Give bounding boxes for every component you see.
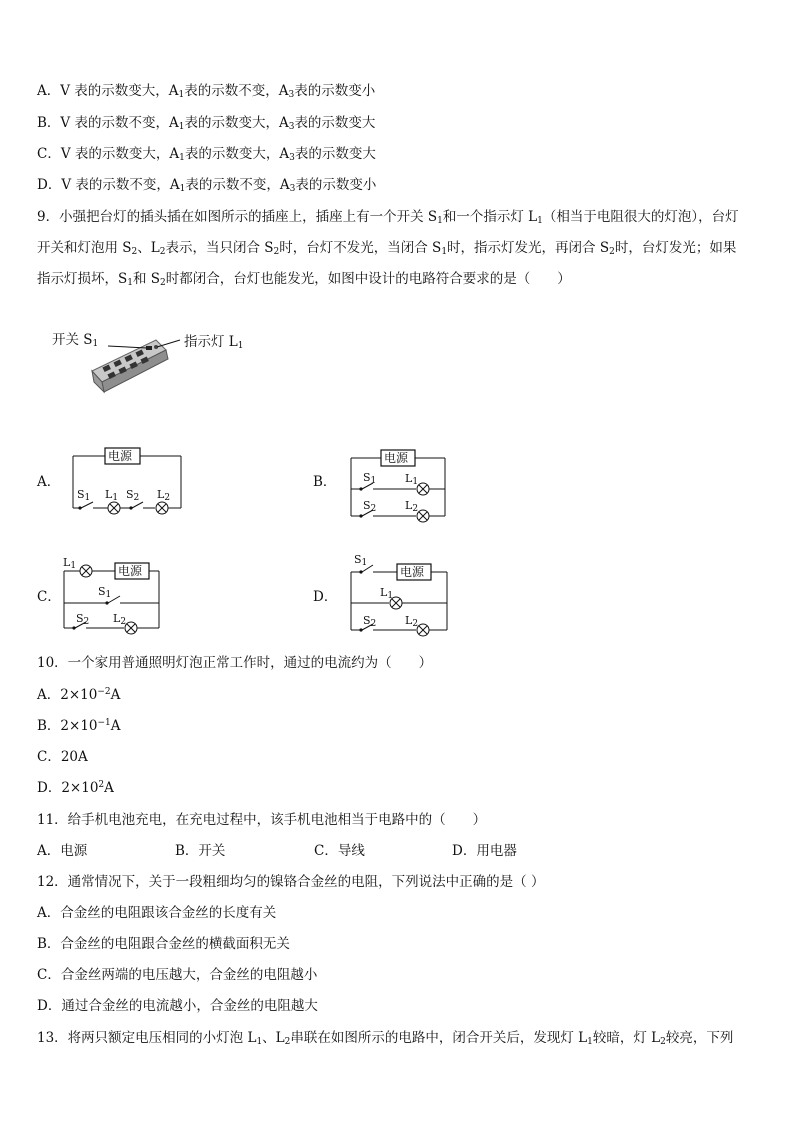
circuit-c-s1: $S_1$ bbox=[98, 585, 112, 600]
circuit-a-l2: $L_2$ bbox=[157, 488, 171, 503]
q10-option-b: B．$2\times 10^{-1}A$ bbox=[37, 718, 121, 734]
q11-option-d: D．用电器 bbox=[452, 843, 517, 859]
q10-option-c: C．20A bbox=[37, 749, 88, 765]
circuit-b-power-label: 电源 bbox=[384, 451, 409, 465]
circuit-a-power-label: 电源 bbox=[108, 449, 133, 463]
q12-option-c: C．合金丝两端的电压越大，合金丝的电阻越小 bbox=[37, 967, 318, 983]
q9-option-c-label: C． bbox=[37, 589, 61, 605]
socket-switch-label: 开关 $S_1$ bbox=[52, 332, 99, 349]
circuit-a-s1: $S_1$ bbox=[77, 488, 91, 503]
q9-stem-line2: 开关和灯泡用 $S_2$、$L_2$表示，当只闭合 $S_2$时，台灯不发光，当闭合 $S_1$时，指示灯发光，再闭合 $S_2$时，台灯发光；如果 bbox=[37, 240, 737, 257]
light-leader-line bbox=[157, 340, 180, 347]
circuit-a-s2: $S_2$ bbox=[126, 488, 140, 503]
circuit-c-l1: $L_1$ bbox=[63, 556, 77, 571]
circuit-c-s2: $S_2$ bbox=[76, 612, 90, 627]
q8-option-b: B．V 表的示数不变，$A_1$表的示数变大，$A_3$表的示数变大 bbox=[37, 115, 376, 132]
q11-option-b: B．开关 bbox=[175, 843, 226, 859]
q11-stem: 11．给手机电池充电，在充电过程中，该手机电池相当于电路中的（ ） bbox=[37, 812, 487, 828]
q9-stem-line1: 9．小强把台灯的插头插在如图所示的插座上，插座上有一个开关 $S_1$和一个指示灯 $L_1$（相当于电阻很大的灯泡），台灯 bbox=[37, 209, 739, 226]
q13-stem: 13．将两只额定电压相同的小灯泡 $L_1$、$L_2$串联在如图所示的电路中，闭合开关后，发现灯 $L_1$较暗，灯 $L_2$较亮，下列 bbox=[37, 1030, 734, 1047]
power-strip-body bbox=[92, 340, 168, 392]
circuit-d-s2: $S_2$ bbox=[363, 614, 377, 629]
circuit-d bbox=[347, 552, 452, 637]
q12-option-d: D．通过合金丝的电流越小，合金丝的电阻越大 bbox=[37, 998, 318, 1014]
q8-option-d: D．V 表的示数不变，$A_1$表的示数不变，$A_3$表的示数变小 bbox=[37, 177, 377, 194]
q9-option-b-label: B． bbox=[313, 474, 337, 490]
q11-option-a: A．电源 bbox=[37, 843, 88, 859]
q12-option-b: B．合金丝的电阻跟合金丝的横截面积无关 bbox=[37, 936, 290, 952]
circuit-a-l1: $L_1$ bbox=[105, 488, 119, 503]
circuit-d-l2: $L_2$ bbox=[405, 614, 419, 629]
circuit-c bbox=[60, 555, 165, 637]
q8-option-a: A．V 表的示数变大，$A_1$表的示数不变，$A_3$表的示数变小 bbox=[37, 83, 376, 100]
q10-option-d: D．$2\times 10^2A$ bbox=[37, 780, 114, 796]
q9-stem-line3: 指示灯损坏，$S_1$和 $S_2$时都闭合，台灯也能发光，如图中设计的电路符合要求的是（ ） bbox=[37, 271, 571, 288]
q8-option-c: C．V 表的示数变大，$A_1$表的示数变大，$A_3$表的示数变大 bbox=[37, 146, 376, 163]
q9-option-a-label: A． bbox=[37, 474, 61, 490]
circuit-b-l1: $L_1$ bbox=[405, 472, 419, 487]
q12-option-a: A．合金丝的电阻跟该合金丝的长度有关 bbox=[37, 905, 277, 921]
socket-light-label: 指示灯 $L_1$ bbox=[184, 334, 244, 351]
q10-option-a: A．$2\times 10^{-2}A$ bbox=[37, 687, 121, 703]
circuit-b-s1: $S_1$ bbox=[363, 471, 377, 486]
circuit-d-power-label: 电源 bbox=[400, 565, 425, 579]
circuit-b bbox=[347, 446, 452, 528]
circuit-d-l1: $L_1$ bbox=[380, 586, 394, 601]
circuit-c-power-label: 电源 bbox=[118, 564, 143, 578]
circuit-b-l2: $L_2$ bbox=[405, 499, 419, 514]
circuit-c-l2: $L_2$ bbox=[113, 612, 127, 627]
q11-option-c: C．导线 bbox=[314, 843, 365, 859]
q9-option-d-label: D． bbox=[313, 589, 338, 605]
q12-stem: 12．通常情况下，关于一段粗细均匀的镍铬合金丝的电阻，下列说法中正确的是（ ） bbox=[37, 874, 545, 890]
circuit-b-s2: $S_2$ bbox=[363, 499, 377, 514]
circuit-a bbox=[68, 444, 188, 522]
circuit-d-s1: $S_1$ bbox=[354, 553, 368, 568]
q10-stem: 10．一个家用普通照明灯泡正常工作时，通过的电流约为（ ） bbox=[37, 655, 433, 671]
